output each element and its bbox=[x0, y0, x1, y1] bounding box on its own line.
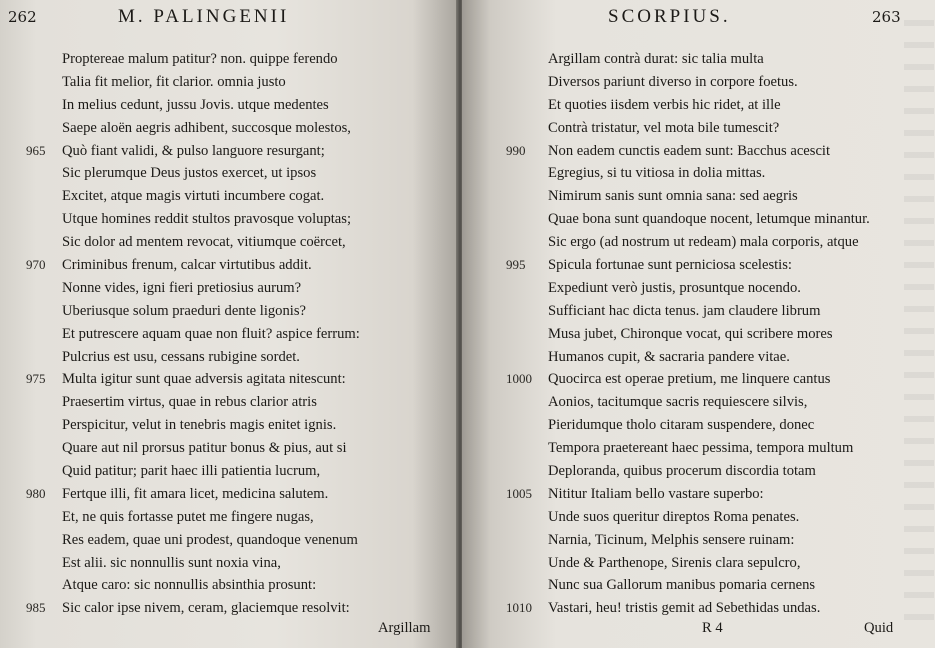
line-number: 980 bbox=[26, 485, 46, 501]
left-page bbox=[0, 0, 458, 648]
line-text: Sic dolor ad mentem revocat, vitiumque coërcet, bbox=[62, 234, 346, 251]
line-text: Et quoties iisdem verbis hic ridet, at ille bbox=[548, 96, 781, 113]
line-text: Pieridumque tholo citaram suspendere, donec bbox=[548, 417, 815, 434]
line-text: Quocirca est operae pretium, me linquere cantus bbox=[548, 371, 831, 388]
line-text: Deploranda, quibus procerum discordia totam bbox=[548, 463, 816, 480]
signature-mark: R 4 bbox=[702, 620, 723, 636]
line-text: Nunc sua Gallorum manibus pomaria cernens bbox=[548, 577, 816, 594]
verse-line bbox=[62, 574, 360, 597]
page-number: 263 bbox=[872, 8, 901, 26]
catchword: Argillam bbox=[378, 620, 431, 636]
verse-line bbox=[62, 391, 360, 414]
verse-line bbox=[62, 117, 360, 140]
verse-line bbox=[548, 414, 870, 437]
verse-line bbox=[26, 597, 360, 620]
verse-line bbox=[62, 300, 360, 323]
line-text: Sic calor ipse nivem, ceram, glaciemque resolvit: bbox=[62, 600, 350, 617]
verse-line bbox=[548, 162, 870, 185]
verse-lines bbox=[506, 48, 870, 620]
running-head: M. PALINGENII bbox=[118, 6, 290, 27]
verse-line bbox=[548, 506, 870, 529]
line-text: Egregius, si tu vitiosa in dolia mittas. bbox=[548, 165, 766, 182]
line-text: Expediunt verò justis, prosuntque nocendo. bbox=[548, 279, 801, 296]
verse-line bbox=[62, 323, 360, 346]
verse-line bbox=[548, 231, 870, 254]
verse-line bbox=[548, 574, 870, 597]
verse-line bbox=[548, 277, 870, 300]
line-number: 1000 bbox=[506, 371, 532, 387]
page-number: 262 bbox=[8, 8, 37, 26]
verse-line bbox=[62, 185, 360, 208]
line-text: Nimirum sanis sunt omnia sana: sed aegris bbox=[548, 188, 798, 205]
verse-line bbox=[62, 48, 360, 71]
line-text: Uberiusque solum praeduri dente ligonis? bbox=[62, 302, 306, 319]
verse-lines bbox=[26, 48, 360, 620]
line-text: Unde & Parthenope, Sirenis clara sepulcro, bbox=[548, 554, 801, 571]
line-text: Talia fit melior, fit clarior. omnia justo bbox=[62, 73, 286, 90]
line-text: Excitet, atque magis virtuti incumbere cogat. bbox=[62, 188, 325, 205]
line-text: Quò fiant validi, & pulso languore resurgant; bbox=[62, 142, 325, 159]
verse-line bbox=[548, 323, 870, 346]
line-text: Vastari, heu! tristis gemit ad Sebethidas undas. bbox=[548, 600, 821, 617]
verse-line bbox=[548, 437, 870, 460]
line-text: Perspicitur, velut in tenebris magis enitet ignis. bbox=[62, 417, 337, 434]
verse-line bbox=[62, 414, 360, 437]
line-text: Quid patitur; parit haec illi patientia lucrum, bbox=[62, 463, 321, 480]
verse-line bbox=[62, 460, 360, 483]
verse-line bbox=[62, 208, 360, 231]
line-text: Argillam contrà durat: sic talia multa bbox=[548, 51, 764, 67]
verse-line bbox=[506, 140, 870, 163]
line-text: Sic plerumque Deus justos exercet, ut ipsos bbox=[62, 165, 317, 182]
verse-line bbox=[62, 231, 360, 254]
catchword: Quid bbox=[864, 620, 894, 636]
line-text: Multa igitur sunt quae adversis agitata nitescunt: bbox=[62, 371, 346, 388]
line-text: Et, ne quis fortasse putet me fingere nugas, bbox=[62, 508, 314, 525]
verse-line bbox=[548, 346, 870, 369]
running-head: SCORPIUS. bbox=[608, 6, 731, 27]
line-text: Nititur Italiam bello vastare superbo: bbox=[548, 485, 764, 502]
verse-line bbox=[548, 48, 870, 71]
verse-line bbox=[62, 437, 360, 460]
line-text: Aonios, tacitumque sacris requiescere silvis, bbox=[548, 394, 808, 411]
line-number: 965 bbox=[26, 142, 46, 158]
verse-line bbox=[548, 529, 870, 552]
line-number: 990 bbox=[506, 142, 526, 158]
verse-line bbox=[62, 277, 360, 300]
verse-line bbox=[62, 71, 360, 94]
verse-line bbox=[506, 254, 870, 277]
verse-line bbox=[548, 185, 870, 208]
line-number: 1010 bbox=[506, 600, 532, 616]
line-text: Quare aut nil prorsus patitur bonus & pius, aut si bbox=[62, 440, 347, 457]
bleed-through bbox=[904, 20, 934, 620]
verse-line bbox=[62, 529, 360, 552]
line-number: 1005 bbox=[506, 485, 532, 501]
line-text: Sic ergo (ad nostrum ut redeam) mala corporis, atque bbox=[548, 234, 859, 251]
verse-line bbox=[548, 208, 870, 231]
line-number: 970 bbox=[26, 257, 46, 273]
line-text: Humanos cupit, & sacraria pandere vitae. bbox=[548, 348, 790, 365]
verse-line bbox=[548, 117, 870, 140]
line-text: Fertque illi, fit amara licet, medicina salutem. bbox=[62, 485, 329, 502]
verse-line bbox=[548, 552, 870, 575]
line-text: Musa jubet, Chironque vocat, qui scribere mores bbox=[548, 325, 833, 342]
line-text: Propterea​e malum patitur? non. quippe ferendo bbox=[62, 51, 338, 67]
verse-line bbox=[506, 483, 870, 506]
verse-line bbox=[26, 140, 360, 163]
line-text: Spicula fortunae sunt perniciosa scelestis: bbox=[548, 257, 792, 274]
line-text: Est alii. sic nonnullis sunt noxia vina, bbox=[62, 554, 281, 571]
line-text: Diversos pariunt diverso in corpore foetus. bbox=[548, 73, 798, 90]
verse-line bbox=[62, 94, 360, 117]
verse-line bbox=[548, 71, 870, 94]
verse-line bbox=[62, 506, 360, 529]
line-text: In melius cedunt, jussu Jovis. utque medentes bbox=[62, 96, 329, 113]
line-number: 995 bbox=[506, 257, 526, 273]
line-text: Nonne vides, igni fieri pretiosius aurum? bbox=[62, 279, 302, 296]
line-number: 985 bbox=[26, 600, 46, 616]
verse-line bbox=[62, 162, 360, 185]
line-text: Utque homines reddit stultos pravosque voluptas; bbox=[62, 211, 352, 228]
line-text: Non eadem cunctis eadem sunt: Bacchus acescit bbox=[548, 142, 831, 159]
verse-line bbox=[62, 346, 360, 369]
verse-line bbox=[548, 391, 870, 414]
verse-line bbox=[26, 254, 360, 277]
right-page bbox=[462, 0, 935, 648]
verse-line bbox=[62, 552, 360, 575]
line-text: Criminibus frenum, calcar virtutibus addit. bbox=[62, 257, 312, 274]
line-text: Contrà tristatur, vel mota bile tumescit? bbox=[548, 119, 780, 136]
line-text: Tempora praetereant haec pessima, tempora multum bbox=[548, 440, 854, 457]
verse-line bbox=[26, 483, 360, 506]
line-text: Unde suos queritur direptos Roma penates. bbox=[548, 508, 800, 525]
line-text: Pulcrius est usu, cessans rubigine sordet. bbox=[62, 348, 300, 365]
verse-line bbox=[548, 94, 870, 117]
line-number: 975 bbox=[26, 371, 46, 387]
line-text: Atque caro: sic nonnullis absinthia prosunt: bbox=[62, 577, 317, 594]
verse-line bbox=[26, 368, 360, 391]
verse-line bbox=[548, 300, 870, 323]
line-text: Res eadem, quae uni prodest, quandoque venenum bbox=[62, 531, 358, 548]
verse-line bbox=[506, 368, 870, 391]
verse-line bbox=[506, 597, 870, 620]
line-text: Et putrescere aquam quae non fluit? aspice ferrum: bbox=[62, 325, 360, 342]
line-text: Sufficiant hac dicta tenus. jam claudere librum bbox=[548, 302, 821, 319]
line-text: Praesertim virtus, quae in rebus clarior atris bbox=[62, 394, 317, 411]
line-text: Narnia, Ticinum, Melphis sensere ruinam: bbox=[548, 531, 795, 548]
line-text: Quae bona sunt quandoque nocent, letumque minantur. bbox=[548, 211, 870, 228]
line-text: Saepe aloën aegris adhibent, succosque molestos, bbox=[62, 119, 351, 136]
verse-line bbox=[548, 460, 870, 483]
